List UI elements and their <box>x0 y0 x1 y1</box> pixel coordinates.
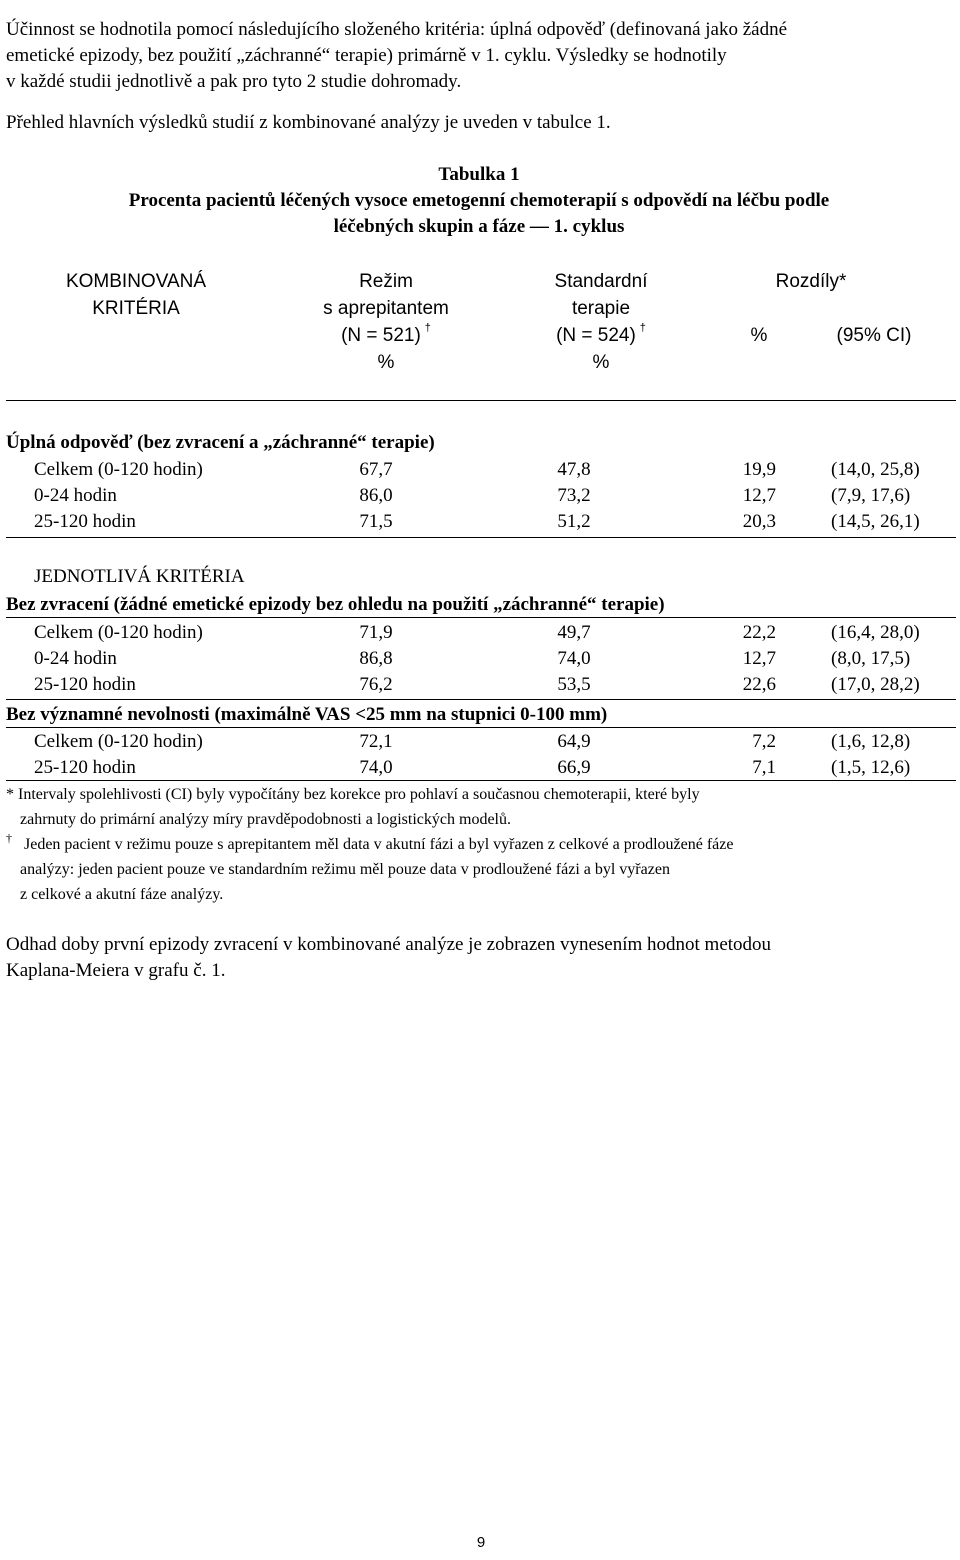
closing-line-2: Kaplana-Meiera v grafu č. 1. <box>6 960 226 981</box>
closing-line-1: Odhad doby první epizody zvracení v kombinované analýze je zobrazen vynesením hodnot metodou <box>6 934 772 955</box>
subsection-divider <box>6 699 956 700</box>
table-title-line-1: Procenta pacientů léčených vysoce emetogenní chemoterapií s odpovědí na léčbu podle <box>128 190 830 211</box>
header-combined-criteria: KOMBINOVANÁ KRITÉRIA <box>65 271 207 319</box>
table-row: 25-120 hodin 74,0 66,9 7,1 (1,5, 12,6) <box>34 757 911 778</box>
table-row: Celkem (0-120 hodin) 67,7 47,8 19,9 (14,0, 25,8) <box>34 459 920 480</box>
dagger-mark: † <box>424 322 431 334</box>
subsection-divider <box>6 727 956 728</box>
intro-line-3: v každé studii jednotlivě a pak pro tyto 2 studie dohromady. <box>6 71 462 92</box>
footnote-star-line-2: zahrnuty do primární analýzy míry pravděpodobnosti a logistických modelů. <box>20 811 511 828</box>
header-standard-therapy: Standardní terapie (N = 524) † % <box>554 271 648 373</box>
intro-paragraph <box>6 17 954 95</box>
footnote-dagger-line-2: analýzy: jeden pacient pouze ve standardním režimu měl pouze data v prodloužené fázi a byl vyřazen <box>20 861 670 878</box>
table-footnotes <box>6 782 956 902</box>
section-no-vomiting-title: Bez zvracení (žádné emetické epizody bez ohledu na použití „záchranné“ terapie) <box>6 594 665 615</box>
page-number: 9 <box>476 1534 486 1551</box>
section-individual-criteria-heading: JEDNOTLIVÁ KRITÉRIA <box>34 566 245 587</box>
header-differences: Rozdíly* <box>775 271 847 292</box>
intro-line-1: Účinnost se hodnotila pomocí následujícího složeného kritéria: úplná odpověď (definovaná jako žádné <box>6 19 788 40</box>
table-row: Celkem (0-120 hodin) 71,9 49,7 22,2 (16,4, 28,0) <box>34 622 920 643</box>
table-title-line-2: léčebných skupin a fáze — 1. cyklus <box>333 216 625 237</box>
intro-line-2: emetické epizody, bez použití „záchranné“ terapie) primárně v 1. cyklu. Výsledky se hodnotily <box>6 45 727 66</box>
footnote-star-line-1: * Intervaly spolehlivosti (CI) byly vypočítány bez korekce pro pohlaví a současnou chemoterapii, které byly <box>6 786 700 803</box>
table-number: Tabulka 1 <box>438 164 520 185</box>
section-no-nausea-title: Bez významné nevolnosti (maximálně VAS <25 mm na stupnici 0-100 mm) <box>6 704 608 725</box>
table-row: 0-24 hodin 86,0 73,2 12,7 (7,9, 17,6) <box>34 485 911 506</box>
table-row: Celkem (0-120 hodin) 72,1 64,9 7,2 (1,6, 12,8) <box>34 731 911 752</box>
footnote-dagger-line-3: z celkové a akutní fáze analýzy. <box>20 886 224 903</box>
header-divider <box>6 400 956 401</box>
table-row: 0-24 hodin 86,8 74,0 12,7 (8,0, 17,5) <box>34 648 911 669</box>
footnote-dagger-mark: † <box>6 831 12 845</box>
table-bottom-rule <box>6 780 956 781</box>
header-aprepitant-regimen: Režim s aprepitantem (N = 521) † % <box>323 271 449 373</box>
overview-paragraph: Přehled hlavních výsledků studií z kombinované analýzy je uveden v tabulce 1. <box>6 112 611 133</box>
dagger-mark: † <box>639 322 646 334</box>
footnote-dagger-line-1: Jeden pacient v režimu pouze s aprepitantem měl data v akutní fázi a byl vyřazen z celkové a prodloužené fáze <box>24 836 734 853</box>
subsection-divider <box>6 617 956 618</box>
table-row: 25-120 hodin 76,2 53,5 22,6 (17,0, 28,2) <box>34 674 920 695</box>
header-diff-ci: (95% CI) <box>836 325 912 346</box>
closing-paragraph <box>6 932 954 984</box>
section-complete-response-title: Úplná odpověď (bez zvracení a „záchranné“ terapie) <box>6 432 435 453</box>
section-divider <box>6 537 956 538</box>
header-diff-percent: % <box>750 325 768 346</box>
table-caption <box>6 162 952 240</box>
table-row: 25-120 hodin 71,5 51,2 20,3 (14,5, 26,1) <box>34 511 920 532</box>
